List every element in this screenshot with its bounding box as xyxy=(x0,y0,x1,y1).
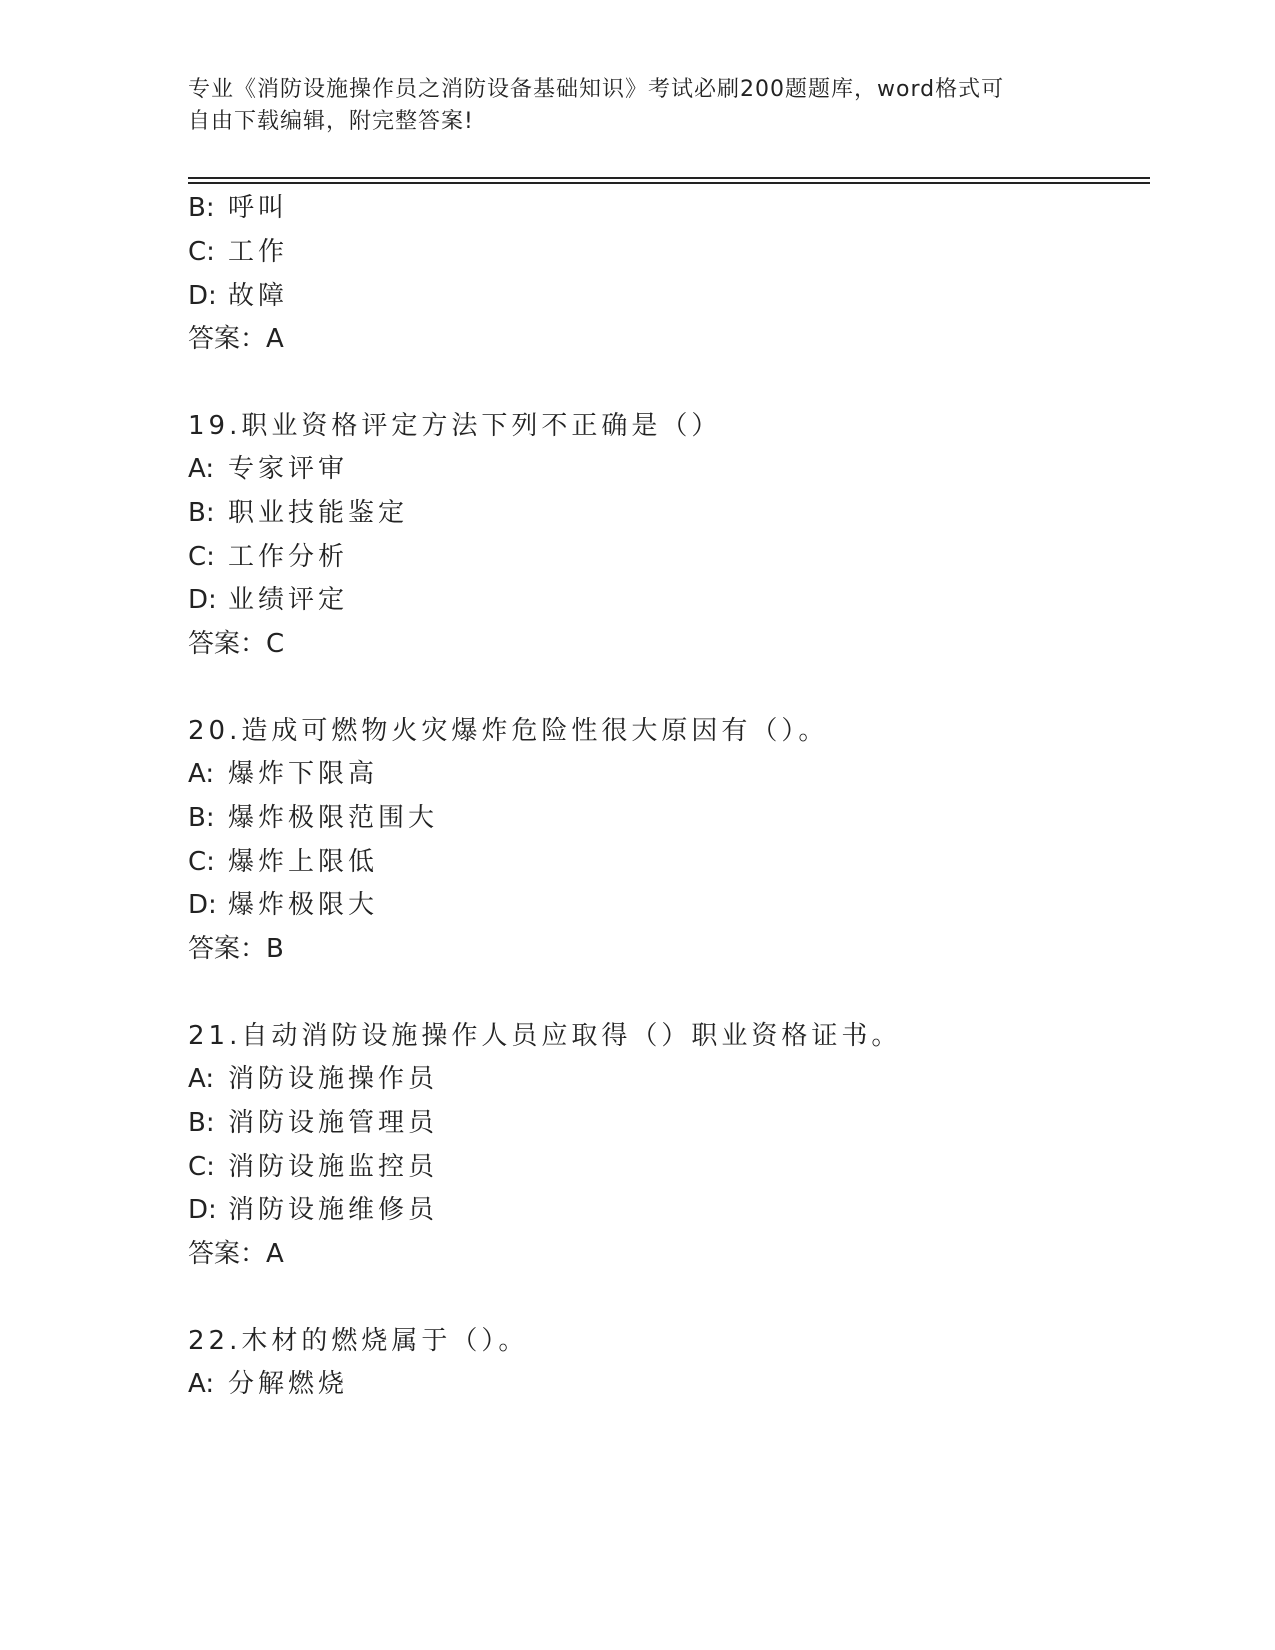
option-text: 专家评审 xyxy=(228,454,349,484)
option-c xyxy=(188,540,348,574)
option-text: 工作分析 xyxy=(228,542,349,572)
option-letter: B: xyxy=(188,1108,215,1138)
option-a xyxy=(188,757,378,791)
option-letter: D: xyxy=(188,890,217,920)
option-text: 消防设施监控员 xyxy=(228,1152,439,1182)
answer-line: 答案：C xyxy=(188,629,285,659)
option-text: 呼叫 xyxy=(228,193,289,223)
option-text: 职业技能鉴定 xyxy=(228,498,409,528)
question-stem: 20.造成可燃物火灾爆炸危险性很大原因有（）。 xyxy=(188,716,829,746)
answer-line: 答案：A xyxy=(188,324,284,354)
option-text: 消防设施操作员 xyxy=(228,1064,439,1094)
option-text: 消防设施维修员 xyxy=(228,1195,439,1225)
option-text: 故障 xyxy=(228,281,289,311)
header-line-2: 自由下载编辑，附完整答案! xyxy=(188,109,474,134)
option-a xyxy=(188,1062,438,1096)
option-a xyxy=(188,1367,348,1401)
option-letter: C: xyxy=(188,847,215,877)
option-letter: A: xyxy=(188,1064,215,1094)
option-b xyxy=(188,191,288,225)
option-c xyxy=(188,235,288,269)
header-line-1: 专业《消防设施操作员之消防设备基础知识》考试必刷200题题库，word格式可 xyxy=(188,77,1005,102)
option-text: 爆炸下限高 xyxy=(228,759,379,789)
option-letter: C: xyxy=(188,237,215,267)
option-d xyxy=(188,583,348,617)
option-text: 爆炸极限大 xyxy=(228,890,379,920)
option-letter: A: xyxy=(188,454,215,484)
option-letter: C: xyxy=(188,542,215,572)
option-b xyxy=(188,496,408,530)
option-letter: D: xyxy=(188,585,217,615)
option-d xyxy=(188,888,378,922)
option-text: 分解燃烧 xyxy=(228,1369,349,1399)
option-c xyxy=(188,1150,438,1184)
option-letter: A: xyxy=(188,1369,215,1399)
option-b xyxy=(188,1106,438,1140)
header-divider-bottom xyxy=(188,182,1150,184)
option-d xyxy=(188,1193,438,1227)
option-text: 工作 xyxy=(228,237,289,267)
option-letter: B: xyxy=(188,803,215,833)
option-b xyxy=(188,801,438,835)
option-letter: A: xyxy=(188,759,215,789)
option-text: 爆炸极限范围大 xyxy=(228,803,439,833)
option-letter: B: xyxy=(188,498,215,528)
option-letter: D: xyxy=(188,281,217,311)
header-divider-top xyxy=(188,177,1150,179)
option-c xyxy=(188,845,378,879)
answer-line: 答案：A xyxy=(188,1239,284,1269)
option-text: 消防设施管理员 xyxy=(228,1108,439,1138)
question-stem: 21.自动消防设施操作人员应取得（）职业资格证书。 xyxy=(188,1021,902,1051)
option-letter: C: xyxy=(188,1152,215,1182)
option-text: 业绩评定 xyxy=(228,585,349,615)
option-letter: B: xyxy=(188,193,215,223)
option-text: 爆炸上限低 xyxy=(228,847,379,877)
answer-line: 答案：B xyxy=(188,934,284,964)
option-a xyxy=(188,452,348,486)
question-stem: 19.职业资格评定方法下列不正确是（） xyxy=(188,411,722,441)
question-stem: 22.木材的燃烧属于（）。 xyxy=(188,1326,529,1356)
document-header xyxy=(188,74,1088,138)
option-letter: D: xyxy=(188,1195,217,1225)
option-d xyxy=(188,279,288,313)
